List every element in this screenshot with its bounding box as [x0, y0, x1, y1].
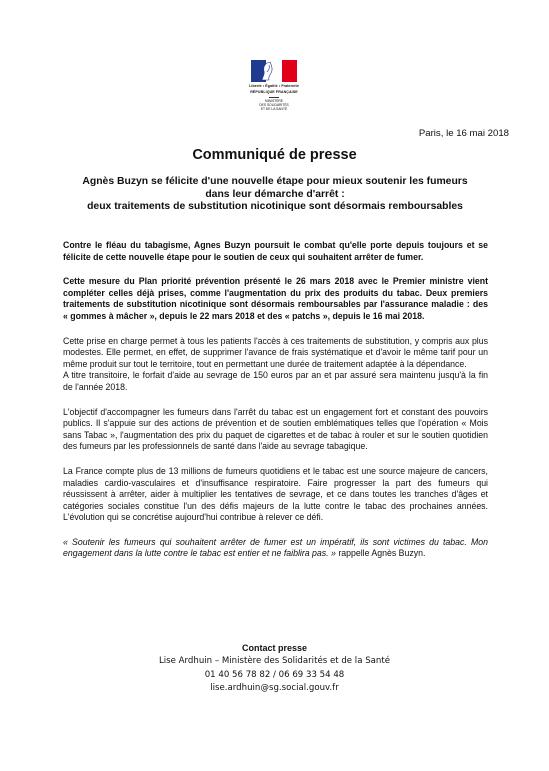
- minister-quote: « Soutenir les fumeurs qui souhaitent arrêter de fumer est un impératif, ils sont victimes du tabac. Mon engagement dans la lutte contre le tabac est entier et ne faiblira pas. »: [63, 536, 488, 559]
- document-title: Communiqué de presse: [192, 147, 357, 163]
- marianne-flag-icon: [251, 60, 297, 82]
- objective-paragraph: L'objectif d'accompagner les fumeurs dans l'arrêt du tabac est un engagement fort et constant des pouvoirs publics. Il s'appuie sur des actions de prévention et de soutien emblématiques telles que l'opération « Mois sans Tabac », l'augmentation des prix du paquet de cigarettes et de tabac à rouler et sur le soutien quotidien des fumeurs par les professionnels de santé dans l'aide au sevrage tabagique.: [63, 406, 488, 452]
- quote-paragraph: [63, 537, 488, 560]
- statistics-paragraph: La France compte plus de 13 millions de fumeurs quotidiens et le tabac est une source majeure de cancers, maladies cardio-vasculaires et d'insuffisance respiratoire. Faire progresser la part des fumeurs qui réussissent à arrêter, aider à multiplier les tentatives de sevrage, et ce dans toutes les tranches d'âges et catégories sociales constitue l'un des défis majeurs de la lutte contre le tabac des prochaines années. L'évolution qui se concrétise aujourd'hui contribue à relever ce défi.: [63, 465, 488, 523]
- ministry-line-2: DES SOLIDARITÉS: [259, 102, 289, 107]
- logo-motto: Liberté • Égalité • Fraternité: [249, 84, 299, 88]
- logo-divider: [269, 97, 279, 98]
- coverage-paragraph: [63, 336, 488, 394]
- logo-republique: RÉPUBLIQUE FRANÇAISE: [250, 90, 298, 94]
- measure-paragraph: Cette mesure du Plan priorité prévention présenté le 26 mars 2018 avec le Premier ministre vient compléter celles déjà prises, comme l'augmentation du prix des produits du tabac. Deux premiers traitements de substitution nicotinique sont désormais remboursables par l'assurance maladie : des « gommes à mâcher », depuis le 22 mars 2018 et des « patchs », depuis le 16 mai 2018.: [63, 276, 488, 321]
- press-contact: [0, 642, 549, 696]
- intro-paragraph: Contre le fléau du tabagisme, Agnes Buzyn poursuit le combat qu'elle porte depuis toujours et se félicite de cette nouvelle étape pour le soutien de ceux qui souhaitent arrêter de fumer.: [63, 240, 488, 262]
- ministry-line-3: ET DE LA SANTÉ: [260, 106, 288, 111]
- ministry-logo: [243, 60, 305, 111]
- release-date: Paris, le 16 mai 2018: [418, 128, 509, 139]
- document-subtitle: [60, 176, 490, 214]
- transition-text: A titre transitoire, le forfait d'aide au sevrage de 150 euros par an et par assuré sera maintenu jusqu'à la fin de l'année 2018.: [63, 370, 488, 392]
- contact-email[interactable]: lise.ardhuin@sg.social.gouv.fr: [210, 683, 339, 694]
- contact-heading: Contact presse: [241, 643, 308, 653]
- coverage-text: Cette prise en charge permet à tous les patients l'accès à ces traitements de substitution, y compris aux plus modestes. Elle permet, en effet, de supprimer l'avance de frais systématique et d'avoir le même tarif pour un même produit sur tout le territoire, tout en permettant une durée de traitement adaptée à la dépendance.: [63, 335, 488, 369]
- subtitle-line-1: Agnès Buzyn se félicite d'une nouvelle étape pour mieux soutenir les fumeurs: [82, 176, 468, 187]
- subtitle-line-3: deux traitements de substitution nicotinique sont désormais remboursables: [87, 201, 463, 213]
- contact-phones: 01 40 56 78 82 / 06 69 33 54 48: [204, 669, 345, 680]
- ministry-line-1: MINISTÈRE: [265, 99, 283, 103]
- press-release-body: [63, 240, 488, 573]
- subtitle-line-2: dans leur démarche d'arrêt :: [205, 188, 345, 200]
- contact-name: Lise Ardhuin – Ministère des Solidarités et de la Santé: [158, 656, 391, 667]
- quote-attribution: rappelle Agnès Buzyn.: [335, 548, 426, 559]
